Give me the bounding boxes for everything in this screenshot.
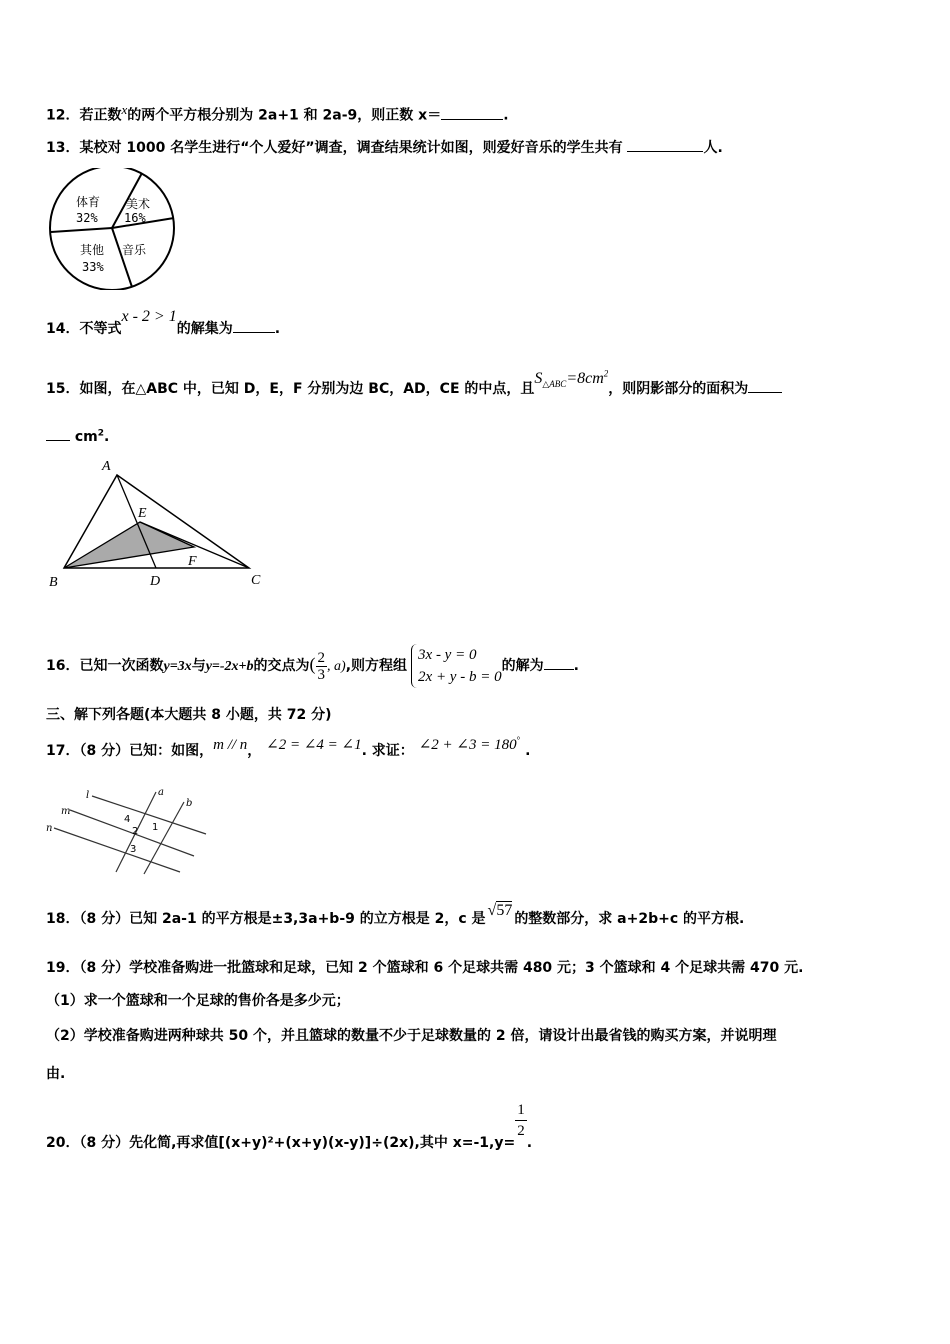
- answer-blank: [233, 320, 275, 333]
- answer-blank: [544, 657, 574, 670]
- pie-pct-sport: 32%: [76, 211, 98, 225]
- label-angle-1: 1: [152, 822, 159, 833]
- question-13: 13．某校对 1000 名学生进行“个人爱好”调查，调查结果统计如图，则爱好音乐的学生共有 人.: [46, 140, 723, 156]
- shaded-triangle-bef: [64, 522, 194, 568]
- question-16: 16．已知一次函数y=3x与y=-2x+b的交点为( $\frac{2}{3}$ , a),则方程组 3x - y = 0 2x + y - b = 0 的解为 .: [46, 644, 579, 688]
- label-n: n: [46, 823, 53, 834]
- question-12: 12．若正数$^x$的两个平方根分别为 2a+1 和 2a-9，则正数 x＝ .: [46, 102, 509, 124]
- label-f: F: [188, 554, 197, 569]
- answer-blank: [46, 428, 70, 441]
- line-n: [54, 828, 180, 872]
- parallel-lines-figure: [46, 784, 221, 876]
- question-15: 15．如图，在△ABC 中，已知 D，E，F 分别为边 BC，AD，CE 的中点，且$S_{\triangle ABC}=8cm^2$，则阴影部分的面积为: [46, 378, 782, 400]
- label-b: b: [186, 798, 193, 809]
- question-19-part-2-cont: 由.: [46, 1066, 66, 1082]
- label-angle-2: 2: [132, 826, 139, 837]
- equation-system: 3x - y = 0 2x + y - b = 0: [411, 644, 502, 688]
- question-20: 20．（8 分）先化简,再求值[(x+y)²+(x+y)(x-y)]÷(2x),其中 x=-1,y= $\frac{1}{2}$ .: [46, 1102, 533, 1151]
- label-m: m: [61, 806, 71, 817]
- pie-label-sport: 体育: [76, 195, 101, 209]
- question-18: 18．（8 分）已知 2a-1 的平方根是±3,3a+b-9 的立方根是 2，c 是 √57 的整数部分，求 a+2b+c 的平方根.: [46, 902, 745, 927]
- label-a: a: [158, 787, 164, 798]
- question-17: 17．（8 分）已知：如图，m // n， ∠2 = ∠4 = ∠1. 求证： ∠2 + ∠3 = 180° .: [46, 735, 531, 759]
- question-19-part-1: （1）求一个篮球和一个足球的售价各是多少元；: [46, 993, 350, 1009]
- question-15-cont: $cm^2$.: [46, 428, 109, 445]
- answer-blank: [748, 380, 782, 393]
- label-angle-4: 4: [124, 814, 131, 825]
- pie-chart-figure: [46, 168, 178, 290]
- area-formula: $S_{\triangle ABC}=8cm^2$: [534, 368, 609, 390]
- pie-pct-other: 33%: [82, 260, 104, 274]
- pie-label-music: 音乐: [122, 243, 147, 257]
- label-e: E: [138, 506, 147, 521]
- inequality: x - 2 > 1: [121, 308, 177, 325]
- section-3-title: 三、解下列各题(本大题共 8 小题，共 72 分): [46, 707, 332, 723]
- question-14: 14．不等式x - 2 > 1的解集为 .: [46, 308, 281, 337]
- answer-blank: [441, 107, 503, 120]
- sqrt-57: √57: [487, 902, 513, 919]
- label-angle-3: 3: [130, 844, 137, 855]
- y-fraction: $\frac{1}{2}$: [517, 1102, 525, 1139]
- pie-label-art: 美术: [126, 197, 151, 211]
- label-b: B: [49, 575, 58, 590]
- pie-pct-art: 16%: [124, 211, 146, 225]
- label-a: A: [102, 459, 111, 474]
- line-b: [144, 802, 184, 874]
- question-19-part-2: （2）学校准备购进两种球共 50 个，并且篮球的数量不少于足球数量的 2 倍，请设计出最省钱的购买方案，并说明理: [46, 1028, 777, 1044]
- pie-label-other: 其他: [80, 243, 105, 257]
- triangle-figure: [46, 455, 268, 595]
- answer-blank: [627, 139, 703, 152]
- point-fraction: $\frac{2}{3}$: [317, 649, 326, 683]
- label-d: D: [150, 574, 161, 589]
- label-c: C: [251, 573, 261, 588]
- label-l: l: [86, 790, 90, 801]
- question-19: 19．（8 分）学校准备购进一批篮球和足球，已知 2 个篮球和 6 个足球共需 480 元；3 个篮球和 4 个足球共需 470 元.: [46, 960, 804, 976]
